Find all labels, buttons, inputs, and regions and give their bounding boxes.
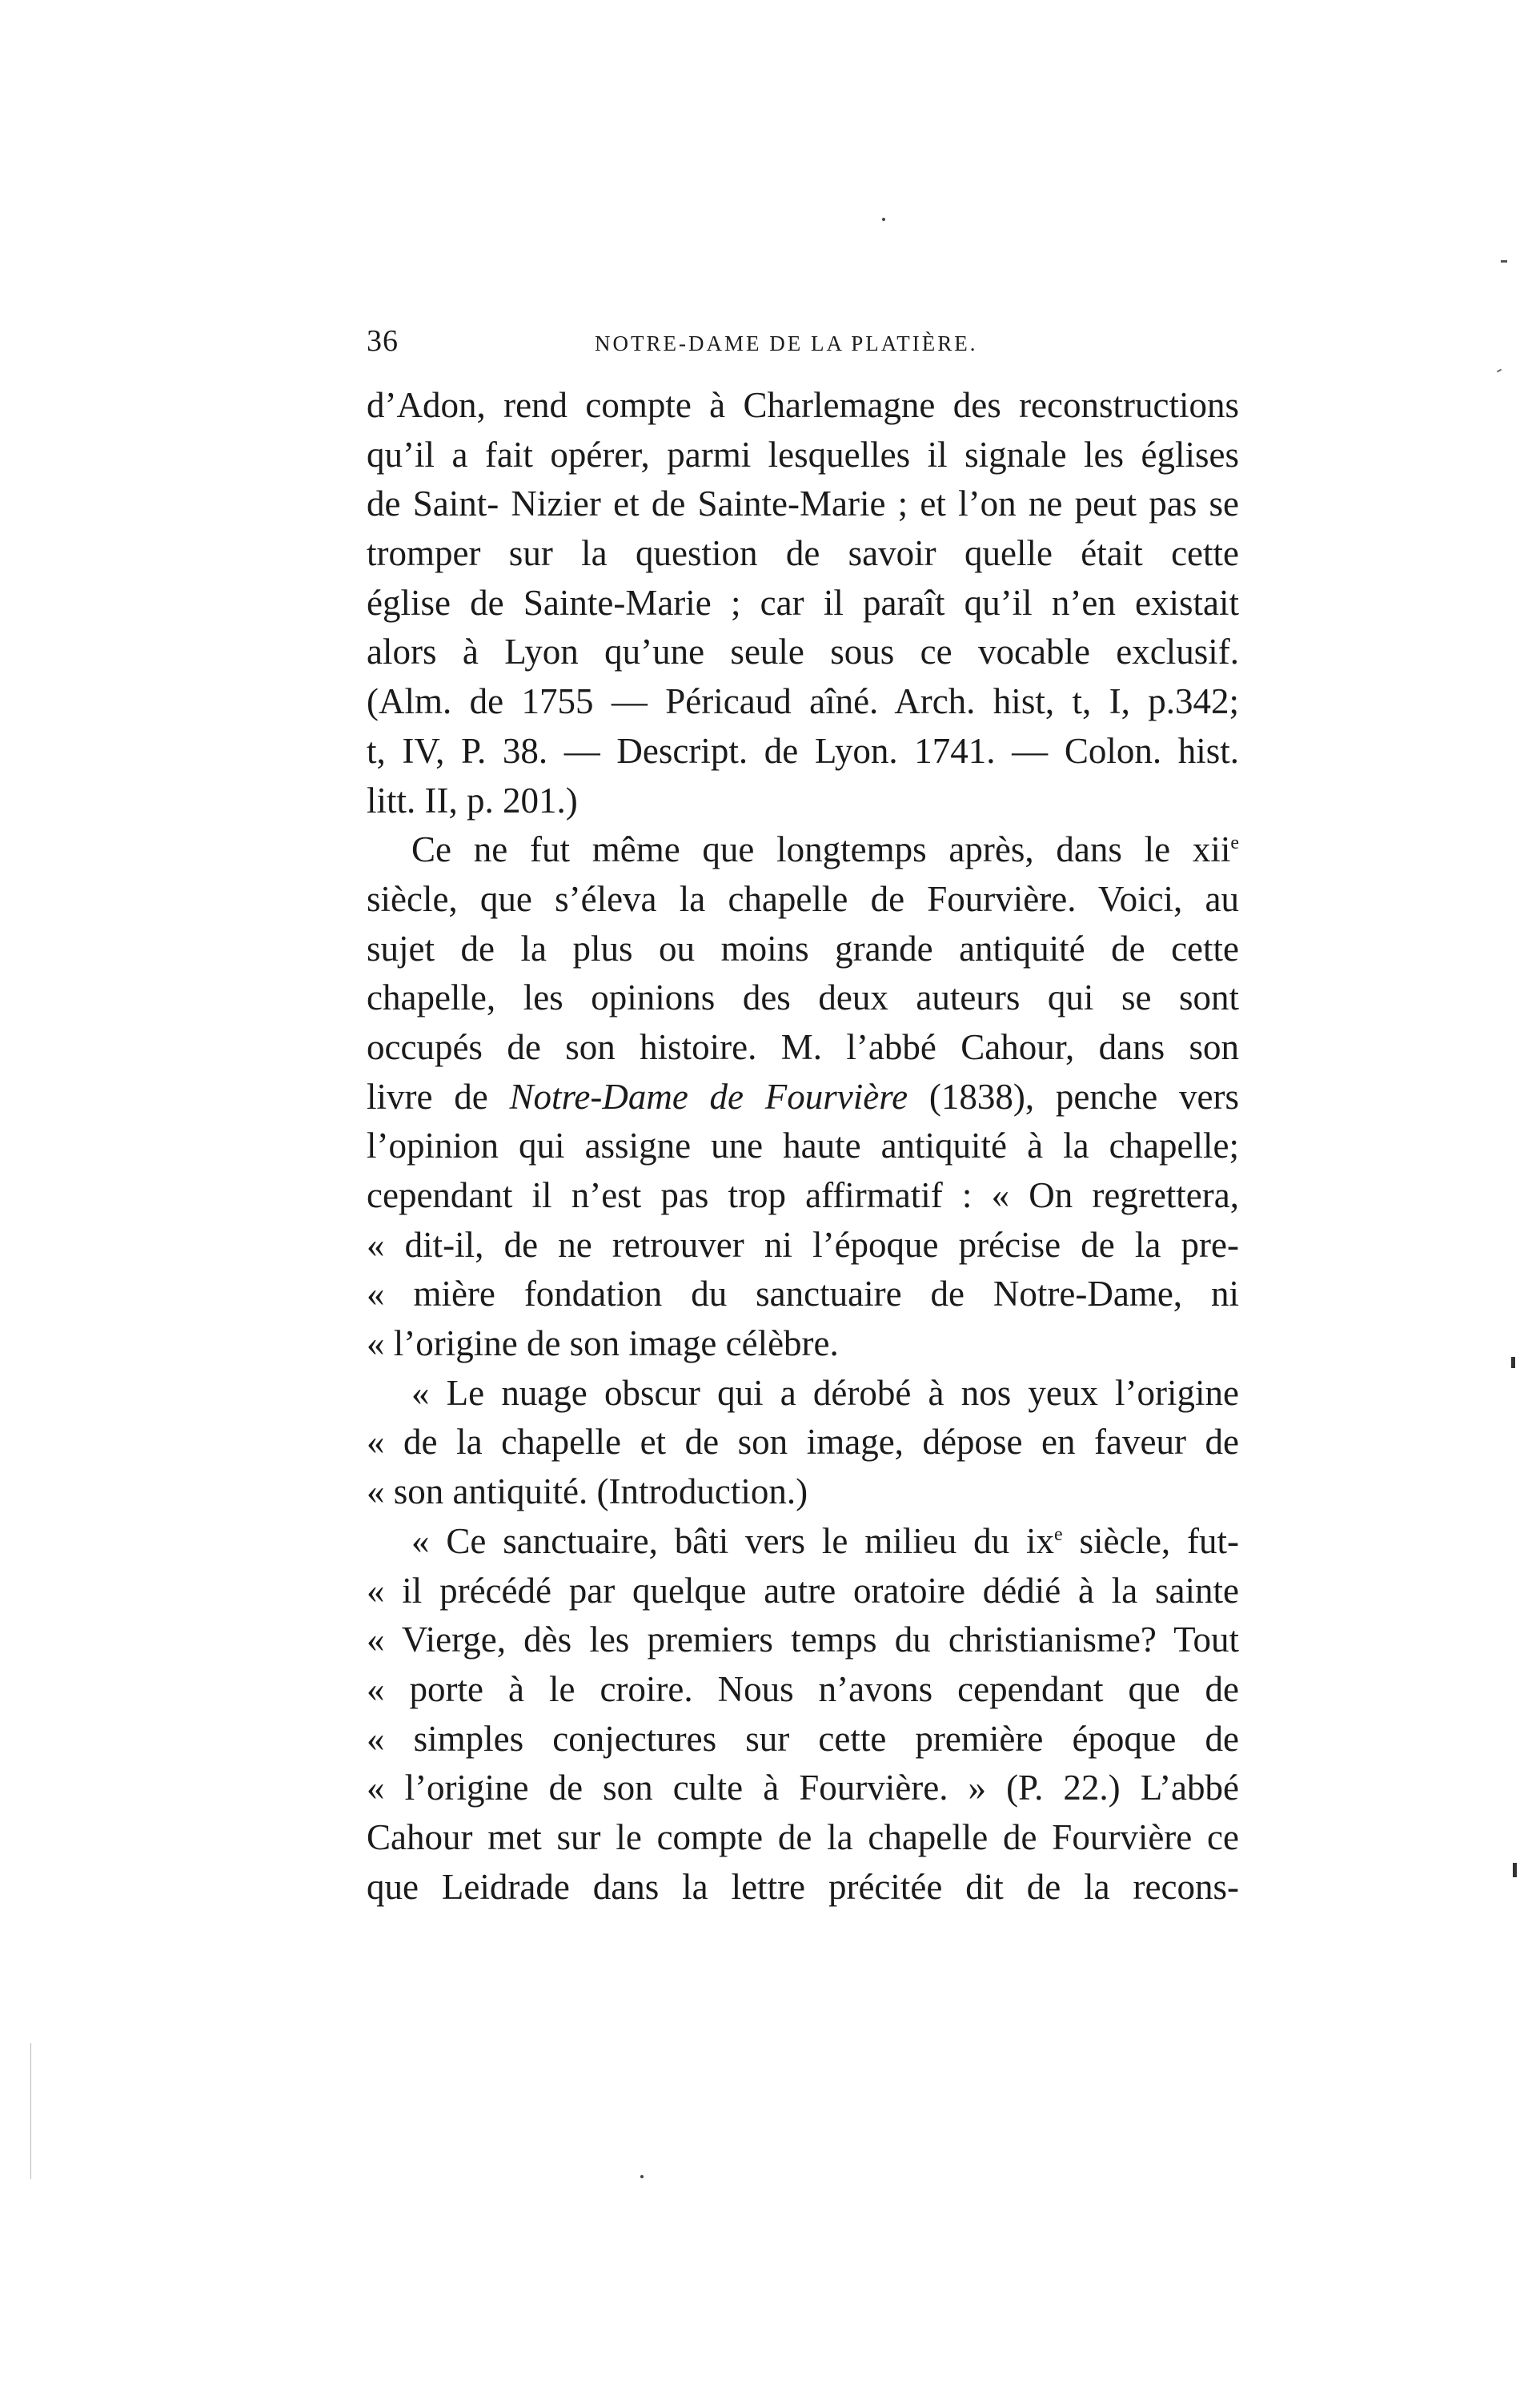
text-line: « de la chapelle et de son image, dépose en faveur de [367,1422,1239,1463]
margin-mark [1511,1357,1515,1368]
margin-mark [640,2175,644,2178]
text-line [367,1517,1239,1567]
century-numeral [1193,829,1239,869]
century-suffix: e [1053,1523,1063,1545]
text-line: « son antiquité. (Introduction.) [367,1471,808,1512]
text-line: « Vierge, dès les premiers temps du christianisme? Tout [367,1619,1239,1660]
text-line: litt. II, p. 201.) [367,780,578,821]
book-title: Notre-Dame de Fourvière [509,1076,908,1117]
century-roman: xii [1192,829,1231,870]
text-segment: siècle, fut- [1079,1520,1240,1561]
text-segment: « Ce sanctuaire, bâti vers le milieu du [411,1520,1010,1561]
margin-mark [1497,369,1502,373]
text-line: sujet de la plus ou moins grande antiquité de cette [367,928,1239,969]
text-segment: livre de [367,1076,488,1117]
text-line: cependant il n’est pas trop affirmatif : « On regrettera, [367,1175,1239,1215]
text-line [367,825,1239,875]
text-line: « il précédé par quelque autre oratoire dédié à la sainte [367,1570,1239,1611]
text-line: « Le nuage obscur qui a dérobé à nos yeux l’origine [411,1372,1239,1413]
text-line: « dit-il, de ne retrouver ni l’époque précise de la pre- [367,1224,1239,1265]
text-line: l’opinion qui assigne une haute antiquité à la chapelle; [367,1126,1239,1166]
body-text [367,381,1239,1912]
century-roman: ix [1025,1520,1054,1561]
text-line: d’Adon, rend compte à Charlemagne des reconstructions [367,385,1239,425]
text-line: de Saint- Nizier et de Sainte-Marie ; et l’on ne peut pas se [367,484,1239,524]
text-line: « l’origine de son image célèbre. [367,1323,839,1364]
century-suffix: e [1230,833,1239,854]
text-line: « mière fondation du sanctuaire de Notre-Dame, ni [367,1274,1239,1314]
text-line: que Leidrade dans la lettre précitée dit de la recons- [367,1866,1239,1907]
page-number: 36 [367,324,399,358]
text-segment: (1838), penche vers [928,1076,1240,1117]
text-line: « simples conjectures sur cette première époque de [367,1718,1239,1759]
text-line: alors à Lyon qu’une seule sous ce vocable exclusif. [367,632,1239,672]
text-line: (Alm. de 1755 — Péricaud aîné. Arch. hist, t, I, p.342; [367,681,1239,722]
text-line: siècle, que s’éleva la chapelle de Fourvière. Voici, au [367,878,1239,919]
text-line: « l’origine de son culte à Fourvière. » (P. 22.) L’abbé [367,1768,1239,1808]
century-numeral [1026,1521,1063,1561]
text-line: t, IV, P. 38. — Descript. de Lyon. 1741. — Colon. hist. [367,730,1239,771]
text-line: tromper sur la question de savoir quelle était cette [367,533,1239,574]
text-line: « porte à le croire. Nous n’avons cependant que de [367,1668,1239,1709]
running-title: NOTRE-DAME DE LA PLATIÈRE. [595,331,978,355]
page-header [367,323,1251,363]
text-segment: Ce ne fut même que longtemps après, dans le [411,829,1171,870]
margin-mark [30,2043,31,2179]
text-line: église de Sainte-Marie ; car il paraît qu’il n’en existait [367,582,1239,623]
text-line [367,1073,1239,1122]
text-line: Cahour met sur le compte de la chapelle de Fourvière ce [367,1816,1239,1857]
margin-mark [882,218,885,221]
text-line: qu’il a fait opérer, parmi lesquelles il signale les églises [367,434,1239,475]
margin-mark [1513,1863,1517,1877]
text-line: chapelle, les opinions des deux auteurs qui se sont [367,977,1239,1018]
margin-mark [1501,260,1507,263]
text-line: occupés de son histoire. M. l’abbé Cahour, dans son [367,1026,1239,1067]
